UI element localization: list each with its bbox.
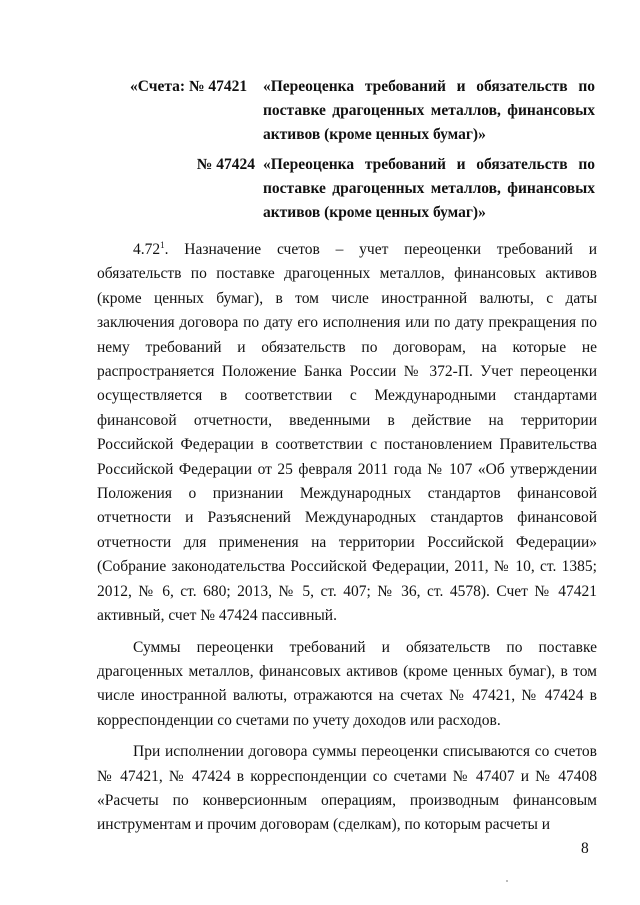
section-text: . Назначение счетов – учет переоценки требований и обязательств по поставке драгоценных металлов, финансовых активов (кроме ценных бумаг), в том числе иностранной валюты, с даты заключения договора по дату его исполнения или по дату прекращения по нему требований и обязательств по договорам, на которые не распространяется Положение Банка России № 372-П. Учет переоценки осуществляется в соответствии с Международными стандартами финансовой отчетности, введенными в действие на территории Российской Федерации в соответствии с постановлением Правительства Российской Федерации от 25 февраля 2011 года № 107 «Об утверждении Положения о признании Международных стандартов финансовой отчетности и Разъяснений Международных стандартов финансовой отчетности для применения на территории Российской Федерации» (Собрание законодательства Российской Федерации, 2011, № 10, ст. 1385; 2012, № 6, ст. 680; 2013, № 5, ст. 407; № 36, ст. 4578). Счет № 47421 активный, счет № 47424 пассивный. (97, 241, 597, 625)
paragraph: При исполнении договора суммы переоценки списываются со счетов № 47421, № 47424 в корреспонденции со счетами № 47407 и № 47408 «Расчеты по конверсионным операциям, производным финансовым инструментам и прочим договорам (сделкам), по которым расчеты и (97, 743, 597, 834)
account-heading (130, 75, 595, 147)
section-number: 4.72 (133, 241, 161, 258)
account-row-47421 (130, 75, 595, 147)
account-heading (130, 153, 595, 225)
paragraph: Суммы переоценки требований и обязательств по поставке драгоценных металлов, финансовых активов (кроме ценных бумаг), в том числе иностранной валюты, отражаются на счетах № 47421, № 47424 в корреспонденции со счетами по учету доходов или расходов. (97, 638, 597, 729)
account-title: «Переоценка требований и обязательств по поставке драгоценных металлов, финансовых активов (кроме ценных бумаг)» (263, 78, 595, 143)
scan-speck (506, 880, 508, 882)
account-label: «Счета: № 47421 (130, 78, 248, 95)
section-paragraph (97, 238, 597, 629)
body-text (97, 238, 597, 838)
section-superscript: 1 (160, 239, 165, 250)
account-row-47424 (130, 153, 595, 225)
account-title: «Переоценка требований и обязательств по поставке драгоценных металлов, финансовых активов (кроме ценных бумаг)» (263, 156, 595, 221)
page-number: 8 (581, 840, 589, 857)
account-label: № 47424 (196, 156, 255, 173)
